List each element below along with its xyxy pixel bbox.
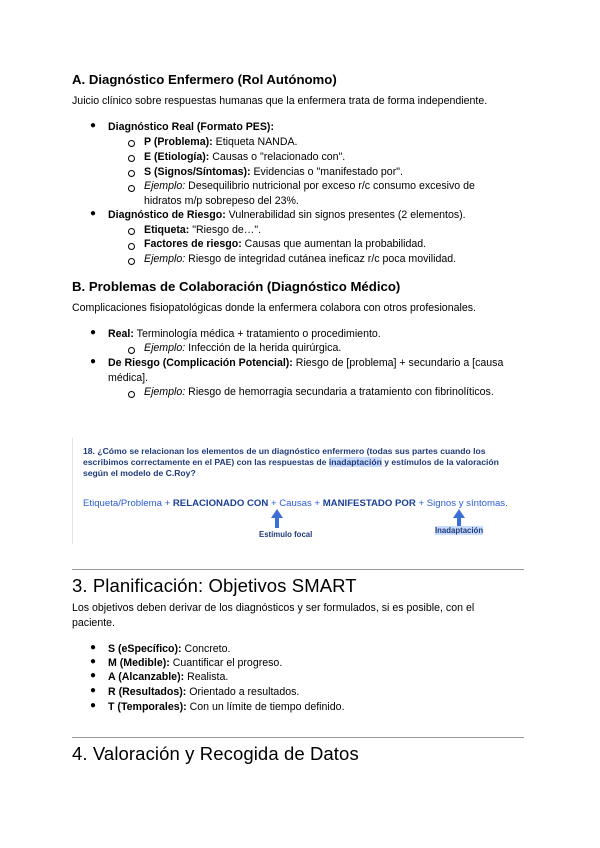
bullet-icon: ● [90,120,97,131]
list-item-smart-s: S (eSpecífico): Concreto. [108,643,231,655]
circle-bullet-icon [128,140,135,147]
label-estimulo-focal: Estímulo focal [259,530,313,539]
list-item-real: Real: Terminología médica + tratamiento o procedimiento. [108,328,381,340]
example-real: Ejemplo: Desequilibrio nutricional por exceso r/c consumo excesivo de [144,180,475,192]
bullet-icon: ● [90,642,97,653]
bullet-icon: ● [90,670,97,681]
bullet-icon: ● [90,685,97,696]
bullet-icon: ● [90,700,97,711]
horizontal-divider [72,569,524,570]
section-a-intro: Juicio clínico sobre respuestas humanas que la enfermera trata de forma independiente. [72,95,488,107]
example-real-cont: hidratos m/p sobrepeso del 23%. [144,195,299,207]
horizontal-divider [72,737,524,738]
circle-bullet-icon [128,228,135,235]
list-item-smart-r: R (Resultados): Orientado a resultados. [108,686,300,698]
list-item-diagnostico-riesgo: Diagnóstico de Riesgo: Vulnerabilidad sin signos presentes (2 elementos). [108,209,466,221]
circle-bullet-icon [128,170,135,177]
section-4-title: 4. Valoración y Recogida de Datos [72,743,359,764]
example-b-real: Ejemplo: Infección de la herida quirúrgica. [144,342,342,354]
bullet-icon: ● [90,208,97,219]
list-item-de-riesgo: De Riesgo (Complicación Potencial): Riesgo de [problema] + secundario a [causa [108,357,504,369]
section-b-intro: Complicaciones fisiopatológicas donde la enfermera colabora con otros profesionales. [72,302,476,314]
list-item-smart-m: M (Medible): Cuantificar el progreso. [108,657,283,669]
list-item-smart-a: A (Alcanzable): Realista. [108,671,229,683]
list-item-factores: Factores de riesgo: Causas que aumentan la probabilidad. [144,238,427,250]
bullet-icon: ● [90,656,97,667]
section-a-title: A. Diagnóstico Enfermero (Rol Autónomo) [72,72,337,87]
list-item-e: E (Etiología): Causas o "relacionado con". [144,151,346,163]
bullet-icon: ● [90,356,97,367]
example-riesgo: Ejemplo: Riesgo de integridad cutánea ineficaz r/c poca movilidad. [144,253,457,265]
list-item-etiqueta: Etiqueta: "Riesgo de…". [144,224,262,236]
list-item-s: S (Signos/Síntomas): Evidencias o "manifestado por". [144,166,403,178]
section-b-title: B. Problemas de Colaboración (Diagnóstico Médico) [72,279,401,294]
circle-bullet-icon [128,243,135,250]
circle-bullet-icon [128,258,135,265]
label-inadaptacion: Inadaptación [435,526,484,535]
list-item-p: P (Problema): Etiqueta NANDA. [144,136,298,148]
list-item-de-riesgo-cont: médica]. [108,372,149,384]
section-3-intro: Los objetivos deben derivar de los diagnósticos y ser formulados, si es posible, con el [72,602,475,614]
list-item-diagnostico-real: Diagnóstico Real (Formato PES): [108,121,274,133]
question-text: 18. ¿Cómo se relacionan los elementos de un diagnóstico enfermero (todas sus partes cuando los escribimos correctamente en el PAE) con las respuestas de inadaptación y estímulos de la valoración según el modelo de C.Roy? [83,446,499,478]
bullet-icon: ● [90,327,97,338]
circle-bullet-icon [128,391,135,398]
example-b-riesgo: Ejemplo: Riesgo de hemorragia secundaria a tratamiento con fibrinolíticos. [144,386,494,398]
arrow-up-icon [271,509,283,528]
section-3-intro-cont: paciente. [72,617,115,629]
circle-bullet-icon [128,347,135,354]
list-item-smart-t: T (Temporales): Con un límite de tiempo definido. [108,701,345,713]
circle-bullet-icon [128,185,135,192]
formula-text: Etiqueta/Problema + RELACIONADO CON + Causas + MANIFESTADO POR + Signos y síntomas. [83,498,508,509]
embedded-question-image [72,438,525,544]
section-3-title: 3. Planificación: Objetivos SMART [72,575,357,596]
circle-bullet-icon [128,155,135,162]
